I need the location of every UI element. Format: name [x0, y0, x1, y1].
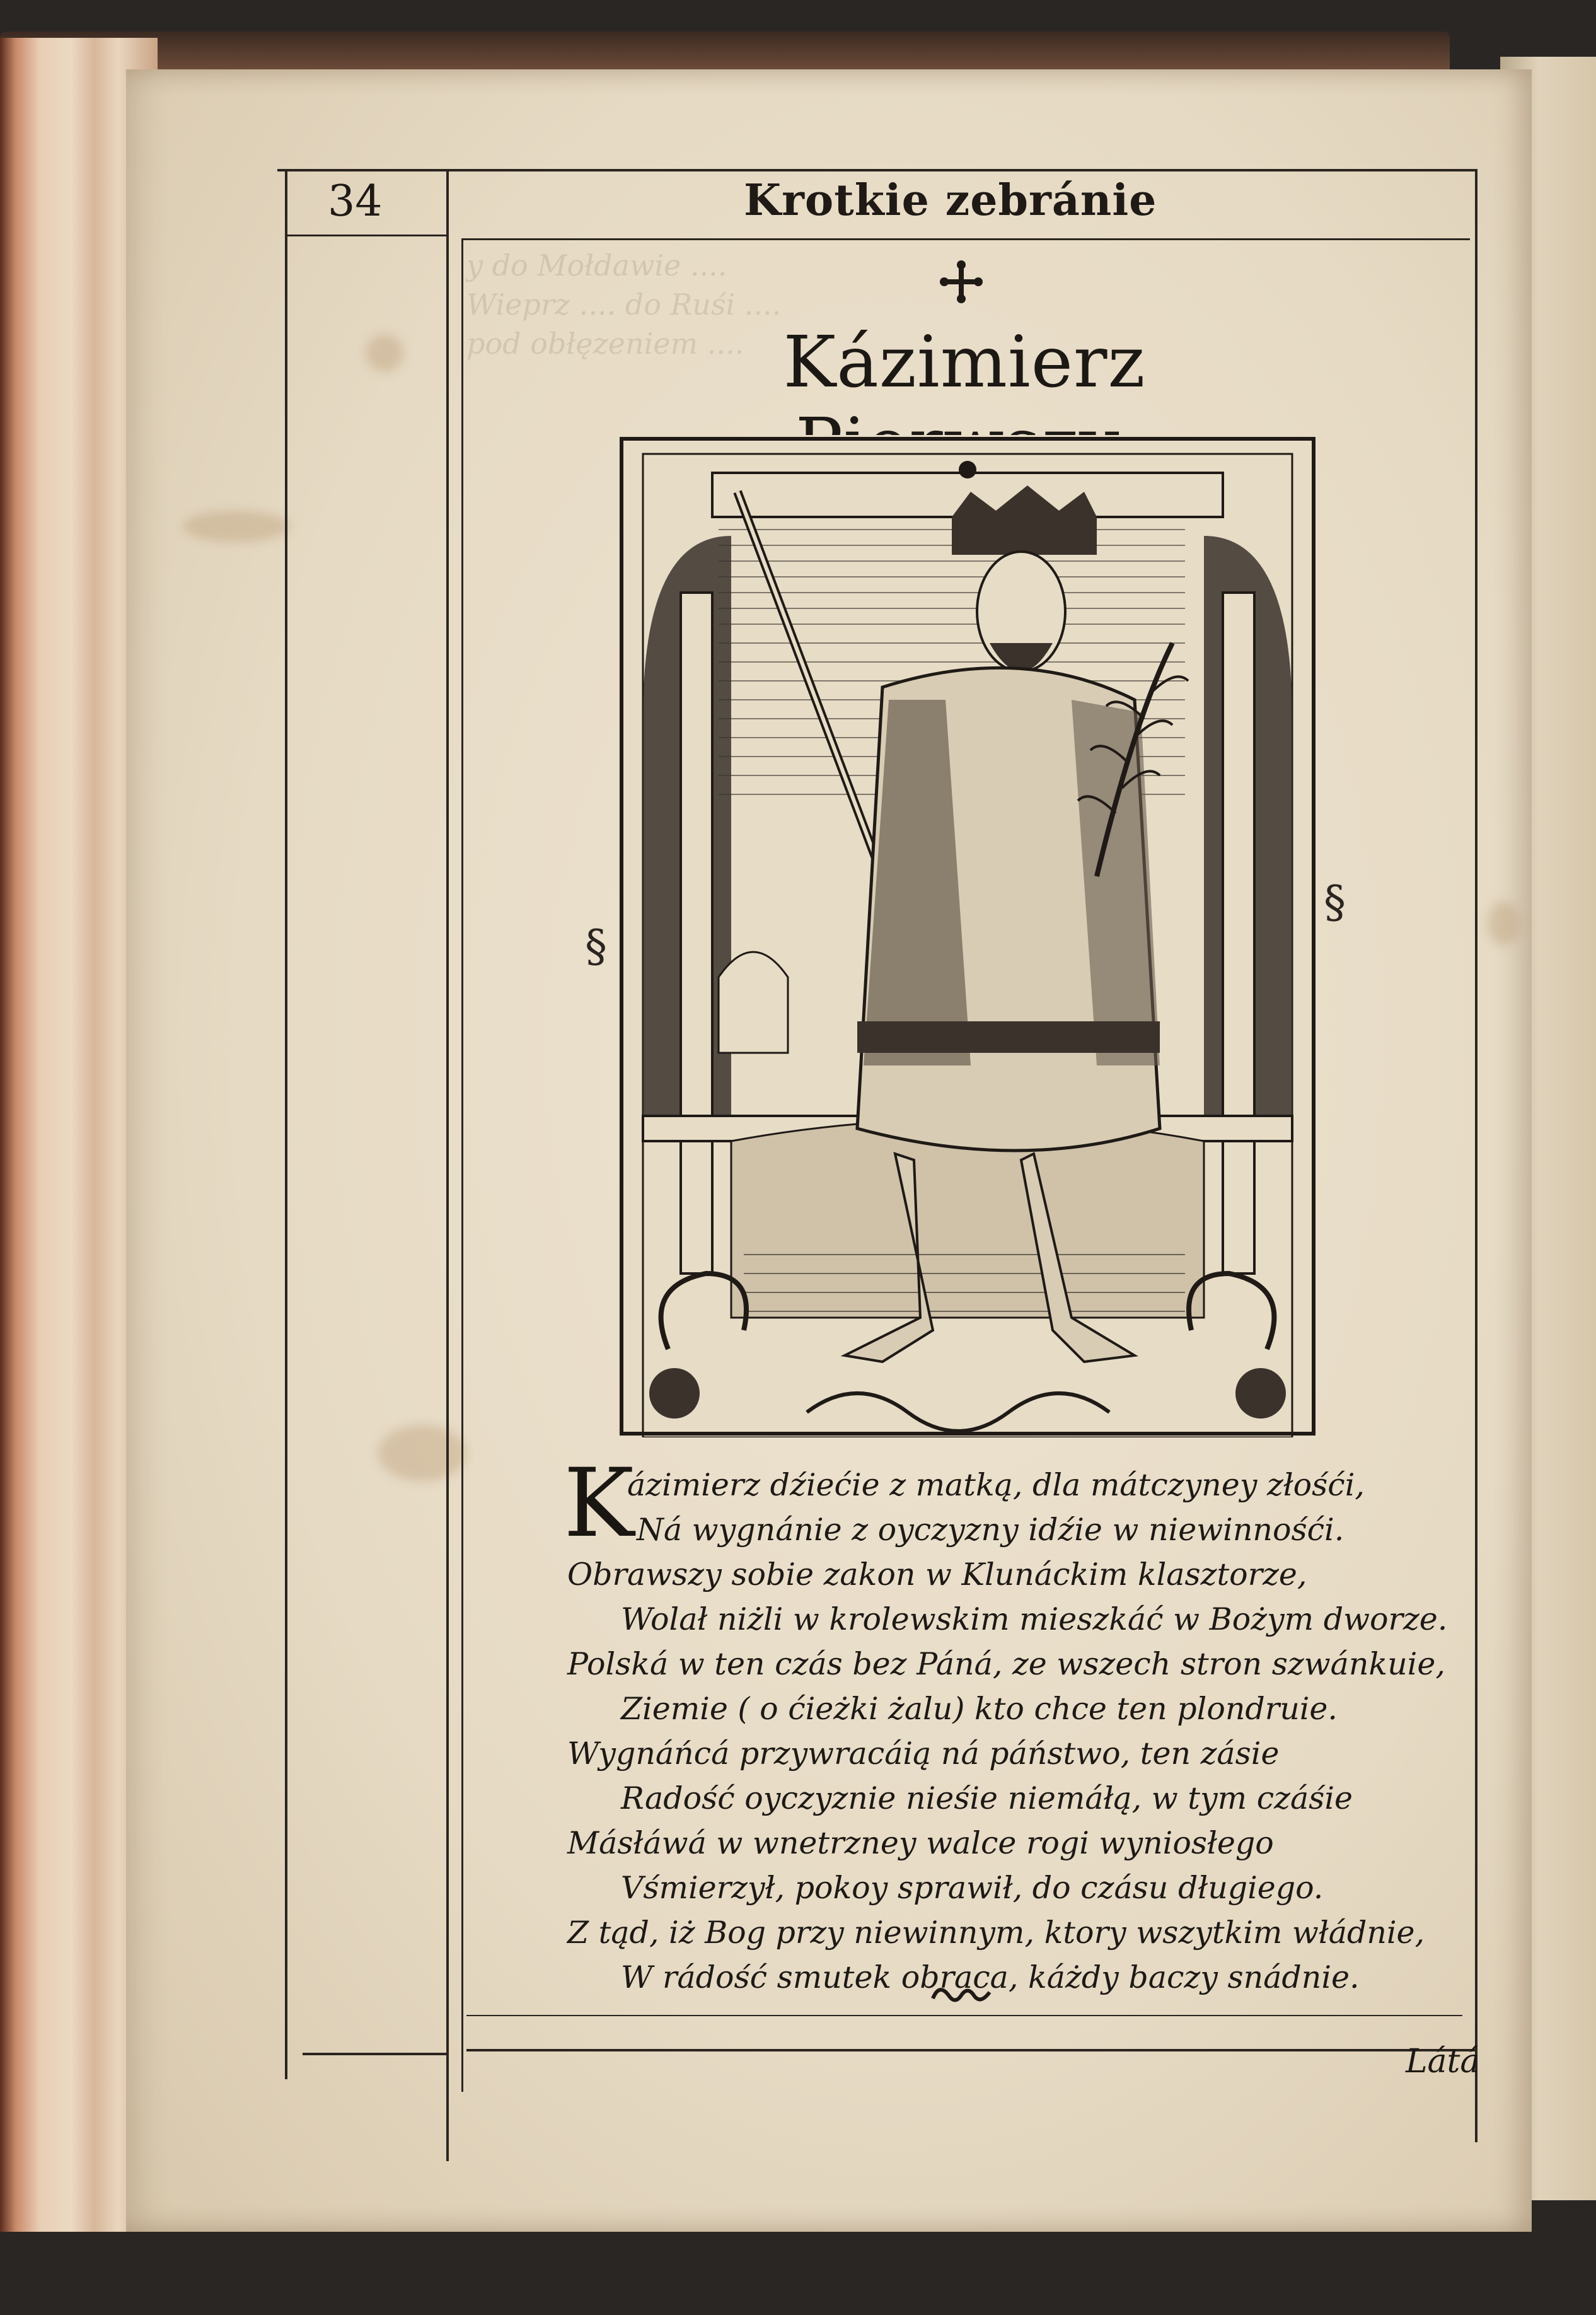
page-number: 34 [328, 177, 383, 226]
frame-rule-margin [446, 169, 449, 2161]
frame-rule-head-left [287, 235, 446, 236]
drop-cap: K [564, 1449, 635, 1558]
book-page: y do Mołdawie .... Wieprz .... do Ruśi .... pod obłęzeniem .... [126, 69, 1532, 2232]
scroll-ornament-icon [927, 1980, 996, 2011]
verse-line: Másłáwá w wnetrzney walce rogi wyniosłego [567, 1825, 1274, 1861]
verse-line: Wolał niżli w krolewskim mieszkáć w Bożym dworze. [621, 1601, 1448, 1637]
verse-block [564, 1449, 1462, 2000]
verse-line: Radość oyczyznie nieśie niemáłą, w tym czáśie [621, 1780, 1353, 1816]
frame-rule-bottom-left [303, 2053, 448, 2055]
margin-ornament-left: § [585, 920, 607, 972]
frame-rule-inner-left [461, 238, 463, 2092]
frame-rule-left-outer [285, 169, 287, 2079]
verse-line: Ná wygnánie z oyczyzny idźie w niewinnośći. [637, 1512, 1344, 1548]
verse-line: Wygnáńcá przywracáią ná páństwo, ten zásie [567, 1736, 1280, 1772]
woodcut-portrait-image [618, 435, 1317, 1437]
book-cover-top [0, 32, 1450, 69]
verse-line: Obrawszy sobie zakon w Klunáckim klasztorze, [567, 1557, 1307, 1593]
frame-rule-bottom-thin [466, 2015, 1462, 2016]
frame-rule-head-right [461, 238, 1470, 240]
verse-line: W rádość smutek obraca, káżdy baczy snádnie. [621, 1959, 1360, 1995]
chapter-title: Kázimierz [783, 322, 1146, 403]
verse-line: Polská w ten czás bez Páná, ze wszech stron szwánkuie, [567, 1646, 1445, 1682]
frame-rule-right [1475, 169, 1477, 2142]
verse-line: Z tąd, iż Bog przy niewinnym, ktory wszytkim włádnie, [567, 1915, 1425, 1951]
verse-line: Vśmierzył, pokoy sprawił, do czásu długiego. [621, 1870, 1324, 1906]
frame-rule-bottom [466, 2049, 1475, 2051]
cross-fleury-icon [939, 260, 983, 304]
margin-ornament-right: § [1324, 876, 1346, 928]
frame-rule-top [277, 169, 1475, 171]
running-head: Krotkie zebránie [744, 175, 1157, 226]
verse-line: ázimierz dźiećie z matką, dla mátczyney złośći, [627, 1467, 1365, 1503]
verse-line: Ziemie ( o ćieżki żalu) kto chce ten plondruie. [621, 1691, 1338, 1727]
catchword: Látá [1406, 2043, 1480, 2080]
